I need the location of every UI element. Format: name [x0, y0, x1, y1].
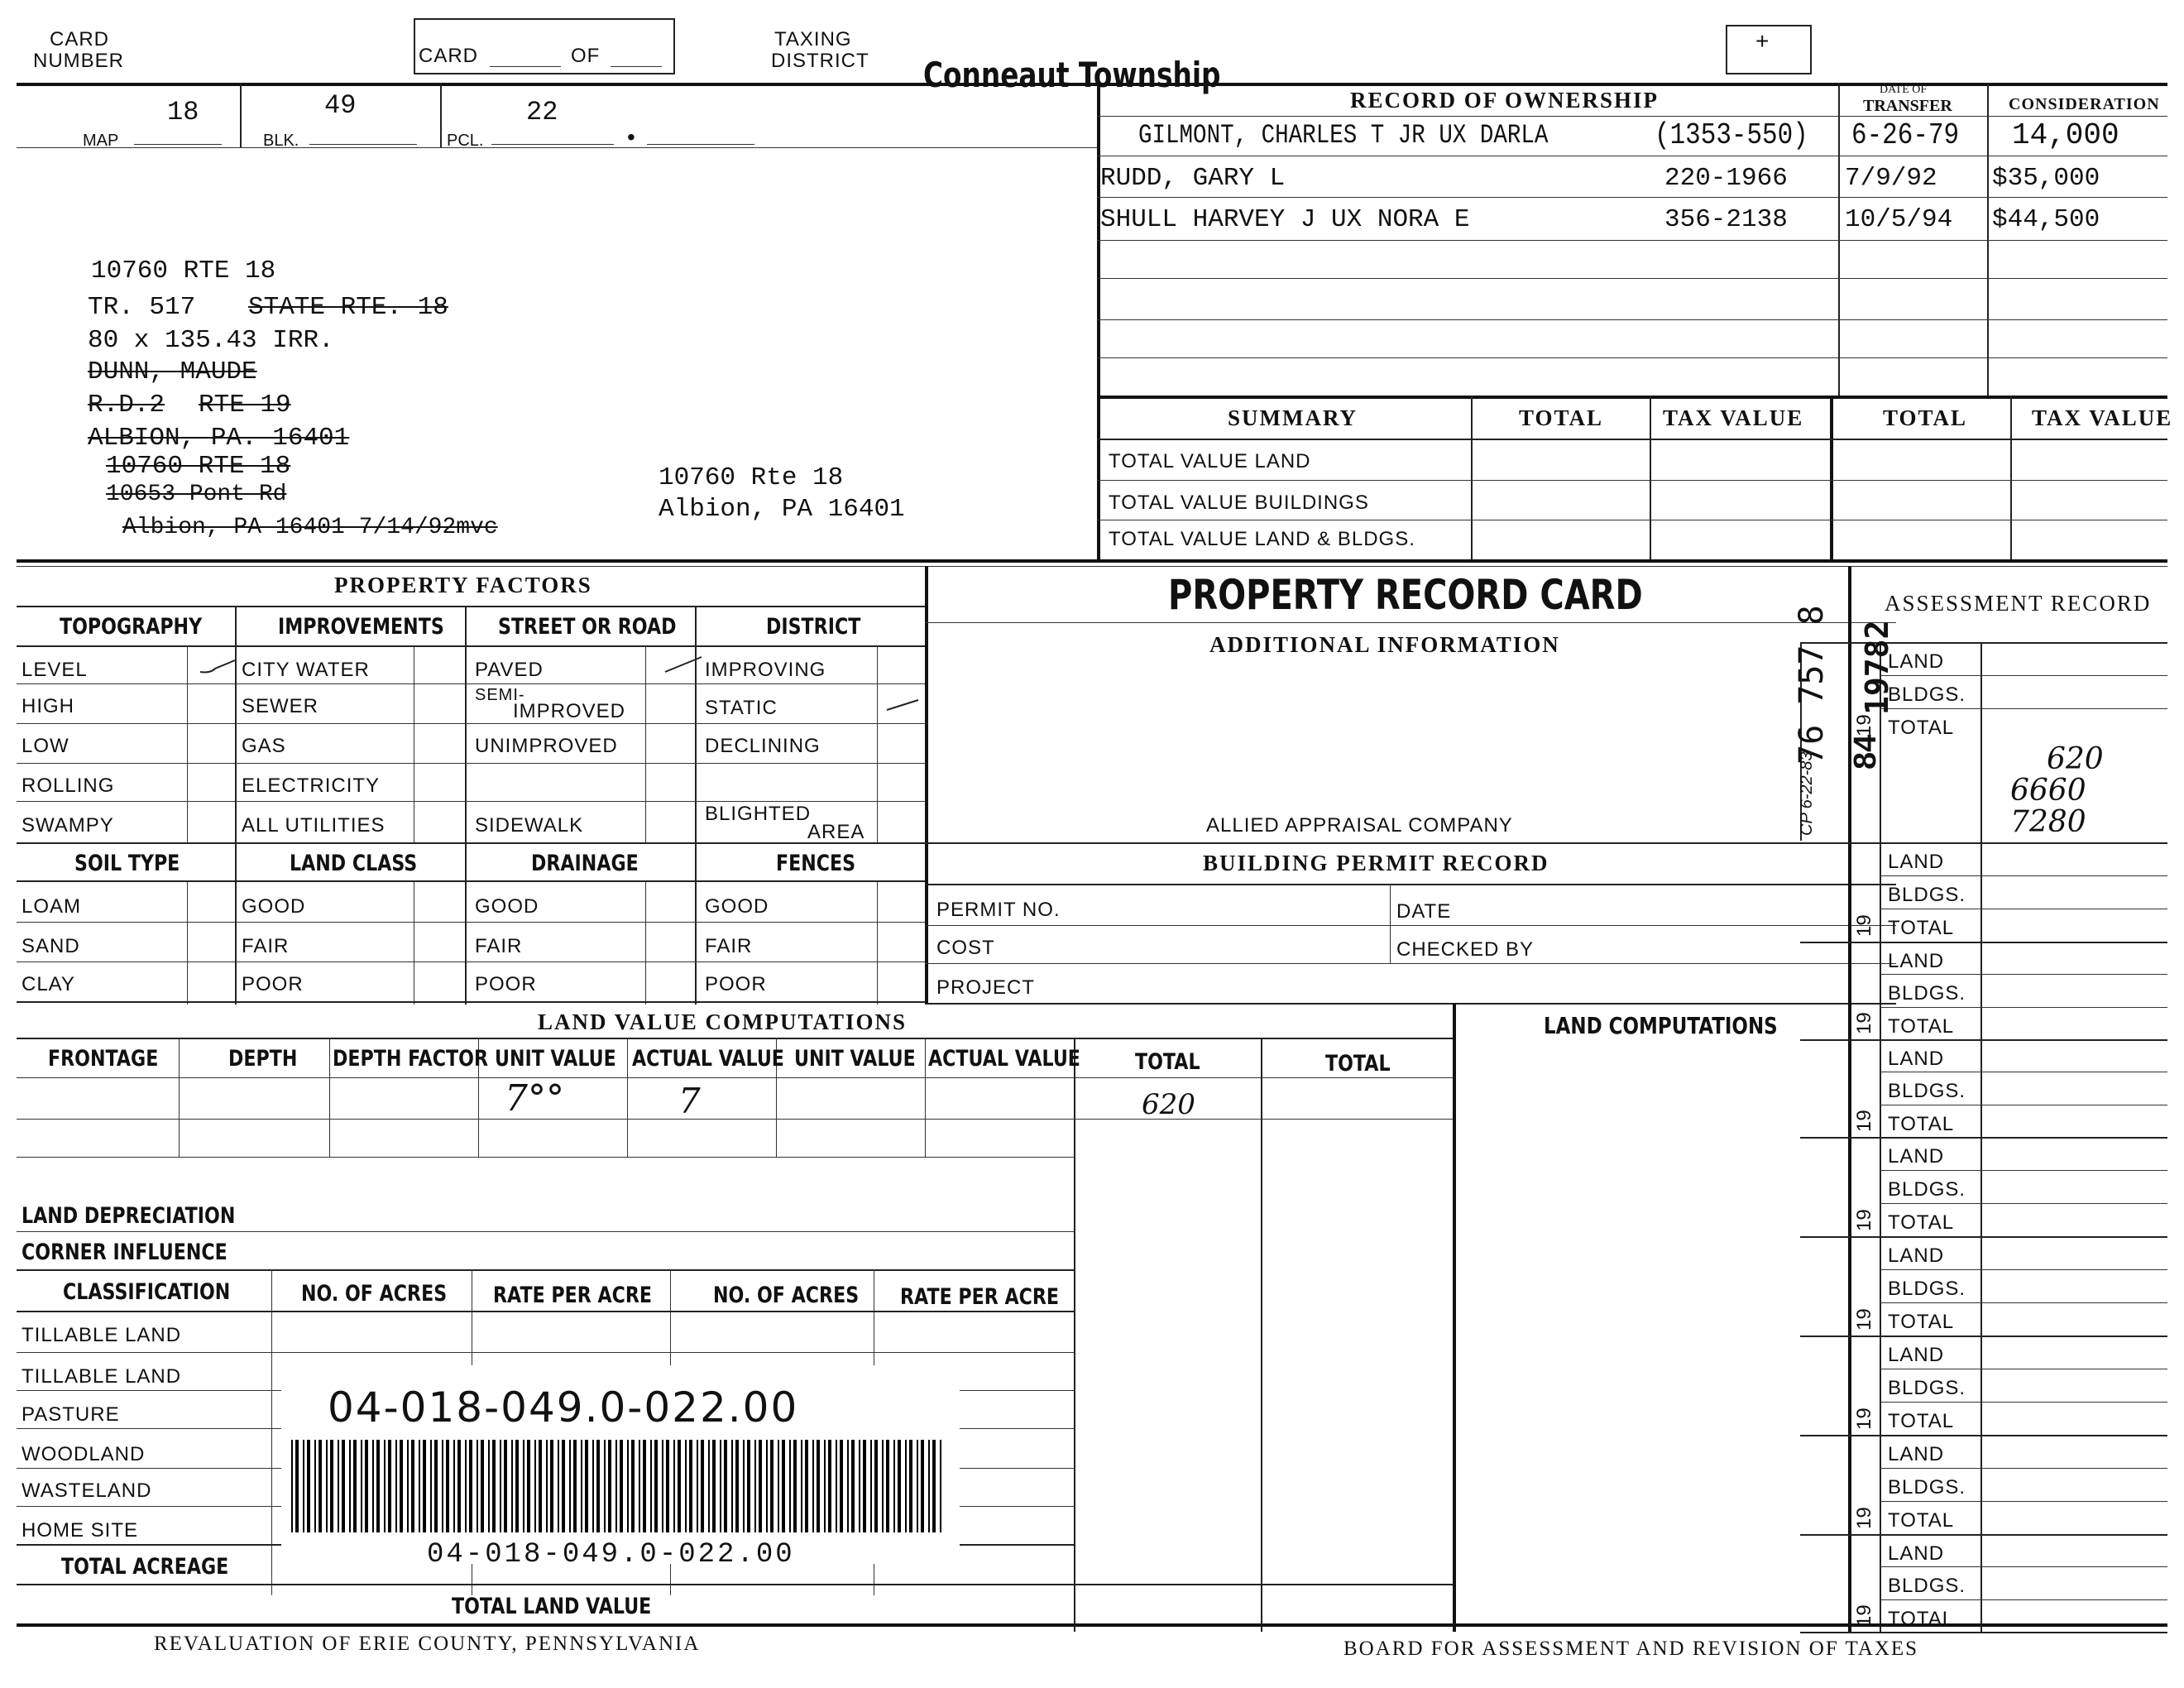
owner-2: RUDD, GARY L [1100, 164, 1286, 193]
assess-1-year-prefix: 19 [1853, 914, 1875, 937]
pcl-label: PCL. [447, 132, 484, 150]
barcode-bar [708, 1440, 710, 1532]
lv-hdr-actual-value-2: ACTUAL VALUE [928, 1046, 1080, 1072]
class-wasteland: WASTELAND [22, 1479, 152, 1502]
address-line-3: 80 x 135.43 IRR. [88, 326, 334, 355]
barcode-bar [817, 1440, 820, 1532]
side-number-1: 76 757 8 [1793, 605, 1831, 765]
lv-hdr-depth-factor: DEPTH FACTOR [333, 1046, 489, 1072]
barcode-bar [847, 1440, 849, 1532]
consideration-header: CONSIDERATION [2009, 95, 2160, 113]
landclass-fair: FAIR [242, 935, 290, 957]
class-home-site: HOME SITE [22, 1519, 139, 1542]
record-card-title: PROPERTY RECORD CARD [1168, 571, 1643, 619]
barcode-bar [712, 1440, 716, 1532]
barcode-bar [812, 1440, 814, 1532]
street-semi: SEMI- [475, 686, 525, 704]
barcode-bar [836, 1440, 837, 1532]
check-mark-icon [199, 657, 238, 679]
barcode-bar [620, 1440, 623, 1532]
barcode-bar [419, 1440, 420, 1532]
class-pasture: PASTURE [22, 1403, 120, 1426]
assess-1-land-label: LAND [1888, 851, 1945, 873]
assess-4-total-label: TOTAL [1888, 1211, 1955, 1234]
barcode-bar [828, 1440, 831, 1532]
barcode-bar [539, 1440, 542, 1532]
barcode-bar [720, 1440, 721, 1532]
lv-hdr-unit-value-2: UNIT VALUE [794, 1046, 916, 1072]
pcl-value: 22 [526, 97, 558, 127]
assess-5-bldgs-label: BLDGS. [1888, 1278, 1966, 1300]
amount-3: $44,500 [1992, 205, 2100, 234]
of-label: OF [571, 45, 601, 67]
fences-poor: POOR [705, 973, 767, 995]
hdr-street: STREET OR ROAD [498, 614, 677, 640]
book-3: 356-2138 [1664, 205, 1788, 234]
barcode-bar [291, 1440, 293, 1532]
owner-3: SHULL HARVEY J UX NORA E [1100, 205, 1470, 234]
barcode-bar [550, 1440, 553, 1532]
barcode-bar [558, 1440, 559, 1532]
fences-good: GOOD [705, 895, 769, 918]
barcode-bar [361, 1440, 362, 1532]
barcode-bar [592, 1440, 594, 1532]
assess-0-total-label: TOTAL [1888, 717, 1955, 739]
assess-1-bldgs-label: BLDGS. [1888, 884, 1966, 906]
township-name: Conneaut Township [923, 55, 1221, 95]
barcode-bar [697, 1440, 698, 1532]
marker-box-glyph: + [1755, 28, 1770, 54]
barcode-bar [921, 1440, 924, 1532]
taxing-district-label-1: TAXING [774, 28, 852, 50]
barcode-bar [465, 1440, 467, 1532]
assess-4-year-prefix: 19 [1853, 1209, 1875, 1231]
land-value-title: LAND VALUE COMPUTATIONS [538, 1009, 908, 1034]
land-computations-title: LAND COMPUTATIONS [1544, 1012, 1778, 1039]
barcode-bar [859, 1440, 860, 1532]
barcode-bar [754, 1440, 756, 1532]
class-hdr-acres-1: NO. OF ACRES [301, 1281, 448, 1307]
barcode-bar [534, 1440, 536, 1532]
district-static: STATIC [705, 697, 778, 719]
barcode-bar [376, 1440, 380, 1532]
ownership-title: RECORD OF OWNERSHIP [1350, 88, 1660, 113]
fences-fair: FAIR [705, 935, 753, 957]
barcode-bar [801, 1440, 802, 1532]
barcode-bar [353, 1440, 357, 1532]
card-number-label-1: CARD [50, 28, 110, 50]
blk-value: 49 [324, 90, 357, 121]
barcode-bar [673, 1440, 675, 1532]
barcode-bar [562, 1440, 565, 1532]
lv-hdr-frontage: FRONTAGE [48, 1046, 159, 1072]
assess-84-bldgs: 6660 [2010, 774, 2086, 808]
barcode-bar [326, 1440, 328, 1532]
barcode-bar [581, 1440, 582, 1532]
imp-city-water: CITY WATER [242, 659, 370, 681]
date-1: 6-26-79 [1851, 118, 1960, 152]
property-factors-title: PROPERTY FACTORS [334, 573, 592, 597]
imp-electricity: ELECTRICITY [242, 774, 381, 797]
barcode-bar [423, 1440, 426, 1532]
assess-0-year-prefix: 19 [1853, 714, 1875, 736]
summary-total-1: TOTAL [1519, 405, 1604, 430]
assess-6-bldgs-label: BLDGS. [1888, 1377, 1966, 1399]
barcode-bar [851, 1440, 855, 1532]
assess-4-bldgs-label: BLDGS. [1888, 1178, 1966, 1201]
imp-sewer: SEWER [242, 695, 319, 717]
map-label: MAP [83, 132, 119, 150]
topo-high: HIGH [22, 695, 74, 717]
permit-no-label: PERMIT NO. [936, 899, 1061, 921]
barcode-bar [678, 1440, 681, 1532]
side-number-2: 19782 [1859, 620, 1895, 715]
drainage-poor: POOR [475, 973, 537, 995]
barcode-bar [662, 1440, 663, 1532]
assess-84-total: 7280 [2010, 805, 2086, 839]
barcode-bar [731, 1440, 733, 1532]
lv-hdr-total-1: TOTAL [1135, 1049, 1200, 1075]
map-value: 18 [167, 97, 199, 127]
assess-0-bldgs-label: BLDGS. [1888, 683, 1966, 706]
permit-date-label: DATE [1396, 900, 1452, 923]
amount-1: 14,000 [2012, 118, 2119, 152]
struck-line-7: 10653 Pont Rd [106, 482, 287, 507]
barcode-bar [523, 1440, 524, 1532]
hdr-land-class: LAND CLASS [290, 851, 418, 876]
barcode-bar [893, 1440, 895, 1532]
barcode-icon [291, 1440, 946, 1532]
date-3: 10/5/94 [1845, 205, 1953, 234]
barcode-bar [407, 1440, 409, 1532]
barcode-bar [766, 1440, 768, 1532]
barcode-handwritten-number: 04-018-049.0-022.00 [328, 1383, 799, 1431]
barcode-bar [604, 1440, 606, 1532]
barcode-bar [446, 1440, 449, 1532]
barcode-bar [650, 1440, 652, 1532]
district-declining: DECLINING [705, 735, 821, 757]
date-header-1: DATE OF [1880, 84, 1928, 96]
barcode-bar [372, 1440, 374, 1532]
barcode-bar [411, 1440, 414, 1532]
barcode-bar [666, 1440, 669, 1532]
assess-3-year-prefix: 19 [1853, 1110, 1875, 1132]
address-line-1: 10760 RTE 18 [91, 257, 276, 285]
soil-clay: CLAY [22, 973, 75, 995]
barcode-bar [295, 1440, 299, 1532]
barcode-bar [824, 1440, 826, 1532]
district-improving: IMPROVING [705, 659, 826, 681]
assess-5-land-label: LAND [1888, 1244, 1945, 1267]
card-label: CARD [419, 45, 479, 67]
mailing-line-2: Albion, PA 16401 [659, 495, 905, 524]
permit-cost-label: COST [936, 937, 995, 959]
assess-7-land-label: LAND [1888, 1443, 1945, 1465]
permit-checked-label: CHECKED BY [1396, 938, 1535, 961]
barcode-bar [840, 1440, 843, 1532]
assess-5-total-label: TOTAL [1888, 1311, 1955, 1333]
assess-8-land-label: LAND [1888, 1542, 1945, 1565]
topo-swampy: SWAMPY [22, 814, 114, 837]
assess-0-land-label: LAND [1888, 650, 1945, 673]
date-2: 7/9/92 [1845, 164, 1937, 193]
barcode-printed-number: 04-018-049.0-022.00 [427, 1539, 795, 1571]
corner-influence-label: CORNER INFLUENCE [22, 1240, 228, 1265]
barcode-bar [527, 1440, 530, 1532]
barcode-bar [770, 1440, 774, 1532]
barcode-bar [500, 1440, 501, 1532]
assess-year-84: 84 [1848, 734, 1883, 770]
barcode-bar [349, 1440, 351, 1532]
side-number-3: CP 6-22-83 [1798, 751, 1816, 836]
struck-line-6: 10760 RTE 18 [106, 452, 291, 481]
assess-1-total-label: TOTAL [1888, 917, 1955, 939]
additional-info-title: ADDITIONAL INFORMATION [1209, 632, 1560, 657]
barcode-bar [430, 1440, 432, 1532]
struck-line-1: STATE RTE. 18 [248, 293, 448, 322]
barcode-bar [481, 1440, 484, 1532]
class-woodland: WOODLAND [22, 1443, 146, 1465]
assess-6-total-label: TOTAL [1888, 1410, 1955, 1432]
barcode-bar [654, 1440, 658, 1532]
lv-hdr-unit-value-1: UNIT VALUE [495, 1046, 616, 1072]
landclass-poor: POOR [242, 973, 304, 995]
barcode-bar [596, 1440, 600, 1532]
barcode-bar [573, 1440, 577, 1532]
lv-actual-value: 7 [678, 1081, 701, 1121]
barcode-bar [395, 1440, 397, 1532]
assess-7-total-label: TOTAL [1888, 1509, 1955, 1532]
assess-5-year-prefix: 19 [1853, 1308, 1875, 1331]
barcode-bar [805, 1440, 808, 1532]
barcode-bar [886, 1440, 889, 1532]
barcode-bar [585, 1440, 588, 1532]
topo-low: LOW [22, 735, 69, 757]
barcode-bar [743, 1440, 745, 1532]
drainage-fair: FAIR [475, 935, 523, 957]
barcode-bar [905, 1440, 907, 1532]
barcode-bar [453, 1440, 455, 1532]
barcode-bar [338, 1440, 339, 1532]
assess-2-total-label: TOTAL [1888, 1014, 1955, 1038]
assess-2-bldgs-label: BLDGS. [1888, 982, 1966, 1005]
class-hdr-rate-2: RATE PER ACRE [900, 1284, 1060, 1310]
assess-84-land: 620 [2047, 742, 2104, 776]
assess-8-total-label: TOTAL [1888, 1607, 1955, 1630]
barcode-bar [434, 1440, 438, 1532]
street-unimproved: UNIMPROVED [475, 735, 618, 757]
owner-1: GILMONT, CHARLES T JR UX DARLA [1138, 120, 1549, 151]
book-2: 220-1966 [1664, 164, 1788, 193]
barcode-bar [778, 1440, 779, 1532]
total-land-value-label: TOTAL LAND VALUE [452, 1594, 652, 1619]
imp-gas: GAS [242, 735, 286, 757]
district-area: AREA [807, 821, 865, 843]
barcode-bar [627, 1440, 629, 1532]
barcode-bar [388, 1440, 391, 1532]
lv-hdr-total-2: TOTAL [1325, 1051, 1391, 1077]
barcode-bar [492, 1440, 496, 1532]
barcode-bar [724, 1440, 727, 1532]
street-paved: PAVED [475, 659, 544, 681]
struck-line-3: R.D.2 [88, 391, 165, 420]
barcode-bar [735, 1440, 739, 1532]
street-semi-improved: IMPROVED [513, 700, 626, 722]
class-tillable-2: TILLABLE LAND [22, 1365, 182, 1388]
barcode-bar [314, 1440, 316, 1532]
barcode-bar [639, 1440, 640, 1532]
assess-6-land-label: LAND [1888, 1344, 1945, 1366]
barcode-bar [477, 1440, 478, 1532]
district-blighted: BLIGHTED [705, 803, 812, 825]
barcode-bar [457, 1440, 461, 1532]
footer-left: REVALUATION OF ERIE COUNTY, PENNSYLVANIA [154, 1633, 701, 1655]
barcode-bar [303, 1440, 304, 1532]
summary-row-buildings: TOTAL VALUE BUILDINGS [1109, 492, 1369, 514]
assess-2-land-label: LAND [1888, 950, 1945, 972]
barcode-bar [689, 1440, 692, 1532]
address-line-2: TR. 517 [88, 293, 196, 322]
assess-7-year-prefix: 19 [1853, 1507, 1875, 1529]
barcode-bar [608, 1440, 611, 1532]
hdr-topography: TOPOGRAPHY [60, 614, 203, 640]
mailing-line-1: 10760 Rte 18 [659, 463, 844, 492]
lv-total: 620 [1142, 1088, 1195, 1121]
barcode-bar [400, 1440, 403, 1532]
barcode-bar [874, 1440, 878, 1532]
assessment-title: ASSESSMENT RECORD [1885, 591, 2152, 616]
barcode-bar [782, 1440, 785, 1532]
class-hdr-rate-1: RATE PER ACRE [493, 1283, 653, 1308]
total-acreage-label: TOTAL ACREAGE [61, 1554, 229, 1580]
check-mark-icon [885, 695, 922, 715]
blk-label: BLK. [263, 132, 299, 150]
barcode-bar [759, 1440, 762, 1532]
barcode-bar [793, 1440, 797, 1532]
assess-6-year-prefix: 19 [1853, 1407, 1875, 1430]
lv-unit-value: 7°° [505, 1077, 564, 1120]
barcode-bar [747, 1440, 750, 1532]
assess-3-bldgs-label: BLDGS. [1888, 1080, 1966, 1103]
assess-8-year-prefix: 19 [1853, 1604, 1875, 1627]
drainage-good: GOOD [475, 895, 539, 918]
card-number-label-2: NUMBER [33, 50, 125, 72]
assess-3-land-label: LAND [1888, 1048, 1945, 1070]
summary-row-land: TOTAL VALUE LAND [1109, 450, 1311, 472]
barcode-bar [488, 1440, 490, 1532]
class-hdr-acres-2: NO. OF ACRES [713, 1283, 860, 1308]
hdr-soil-type: SOIL TYPE [74, 851, 180, 876]
barcode-bar [330, 1440, 333, 1532]
imp-all-utilities: ALL UTILITIES [242, 814, 386, 837]
summary-taxvalue-1: TAX VALUE [1663, 405, 1804, 430]
hdr-improvements: IMPROVEMENTS [278, 614, 444, 640]
hdr-drainage: DRAINAGE [531, 851, 639, 876]
barcode-bar [789, 1440, 791, 1532]
summary-title: SUMMARY [1228, 405, 1358, 430]
permit-project-label: PROJECT [936, 976, 1036, 999]
date-header-2: TRANSFER [1863, 97, 1952, 115]
struck-line-4: RTE 19 [199, 391, 291, 420]
summary-total-2: TOTAL [1883, 405, 1968, 430]
barcode-bar [511, 1440, 513, 1532]
barcode-bar [643, 1440, 646, 1532]
barcode-bar [932, 1440, 936, 1532]
check-mark-icon [663, 654, 705, 677]
hdr-fences: FENCES [776, 851, 856, 876]
barcode-bar [365, 1440, 368, 1532]
barcode-bar [307, 1440, 310, 1532]
topo-rolling: ROLLING [22, 774, 115, 797]
struck-line-8: Albion, PA 16401 7/14/92mvc [122, 515, 498, 540]
barcode-bar [940, 1440, 941, 1532]
summary-taxvalue-2: TAX VALUE [2032, 405, 2173, 430]
amount-2: $35,000 [1992, 164, 2100, 193]
hdr-district: DISTRICT [766, 614, 861, 640]
assess-7-bldgs-label: BLDGS. [1888, 1476, 1966, 1499]
barcode-bar [569, 1440, 571, 1532]
class-tillable-1: TILLABLE LAND [22, 1324, 182, 1346]
soil-sand: SAND [22, 935, 80, 957]
assess-8-bldgs-label: BLDGS. [1888, 1575, 1966, 1598]
barcode-bar [685, 1440, 687, 1532]
barcode-bar [870, 1440, 872, 1532]
barcode-bar [515, 1440, 519, 1532]
soil-loam: LOAM [22, 895, 82, 918]
barcode-bar [615, 1440, 617, 1532]
lv-hdr-actual-value-1: ACTUAL VALUE [632, 1046, 784, 1072]
barcode-bar [909, 1440, 912, 1532]
barcode-bar [701, 1440, 704, 1532]
barcode-bar [546, 1440, 548, 1532]
street-sidewalk: SIDEWALK [475, 814, 584, 837]
appraiser-name: ALLIED APPRAISAL COMPANY [1206, 814, 1513, 837]
barcode-bar [917, 1440, 918, 1532]
landclass-good: GOOD [242, 895, 306, 918]
footer-right: BOARD FOR ASSESSMENT AND REVISION OF TAXES [1343, 1638, 1919, 1660]
barcode-bar [882, 1440, 884, 1532]
class-hdr-classification: CLASSIFICATION [63, 1279, 231, 1305]
barcode-bar [342, 1440, 345, 1532]
assess-3-total-label: TOTAL [1888, 1112, 1955, 1135]
barcode-bar [928, 1440, 930, 1532]
barcode-bar [469, 1440, 472, 1532]
land-depreciation-label: LAND DEPRECIATION [22, 1203, 236, 1229]
summary-row-total: TOTAL VALUE LAND & BLDGS. [1109, 528, 1415, 550]
book-1: (1353-550) [1655, 118, 1808, 152]
struck-line-2: DUNN, MAUDE [88, 357, 257, 386]
barcode-bar [504, 1440, 507, 1532]
taxing-district-label-2: DISTRICT [771, 50, 869, 72]
barcode-bar [442, 1440, 443, 1532]
barcode-bar [631, 1440, 635, 1532]
struck-line-5: ALBION, PA. 16401 [88, 424, 350, 453]
lv-hdr-depth: DEPTH [228, 1046, 298, 1072]
barcode-bar [863, 1440, 866, 1532]
barcode-bar [898, 1440, 901, 1532]
assess-4-land-label: LAND [1888, 1145, 1945, 1168]
barcode-bar [318, 1440, 322, 1532]
topo-level: LEVEL [22, 659, 88, 681]
barcode-bar [384, 1440, 386, 1532]
assess-2-year-prefix: 19 [1853, 1012, 1875, 1034]
permit-record-title: BUILDING PERMIT RECORD [1203, 851, 1549, 875]
